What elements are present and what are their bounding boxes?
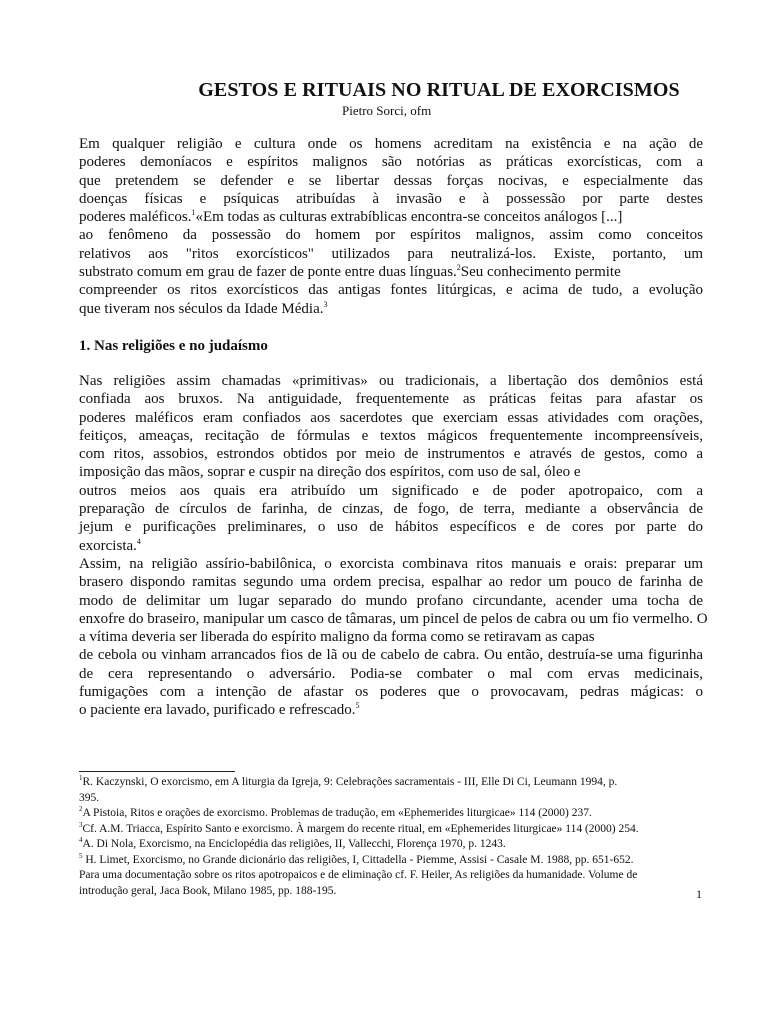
footnote-ref-2: 2: [456, 263, 461, 273]
page-number: 1: [696, 887, 702, 901]
footnote-ref-1: 1: [191, 208, 196, 218]
text-line: Nas religiões assim chamadas «primitivas» ou tradicionais, a libertação dos demônios está: [79, 373, 703, 389]
text-line: substrato comum em grau de fazer de ponte entre duas línguas.$^2$Seu conhecimento permite: [79, 263, 621, 281]
footnote-line: $^3$Cf. A.M. Triacca, Espírito Santo e exorcismo. À margem do recente ritual, em «Ephemerides liturgicae» 114 (2000) 254.: [79, 820, 639, 835]
text-line: relativos aos "ritos exorcísticos" utilizados para neutralizá-los. Existe, portanto, um: [79, 245, 703, 262]
footnote-line: introdução geral, Jaca Book, Milano 1985, pp. 188-195.: [79, 884, 337, 897]
text-line: de cera representando o adversário. Podia-se combater o mal com ervas medicinais,: [79, 665, 703, 682]
footnote-1: [79, 775, 703, 806]
text-line: outros meios aos quais era atribuído um significado e de poder apotropaico, com a: [79, 482, 703, 499]
footnote-line: $^5$ H. Limet, Exorcismo, no Grande dicionário das religiões, I, Cittadella - Piemme, Assisi - Casale M. 1988, pp. 651-652.: [79, 851, 634, 866]
footnote-mark: 1: [79, 774, 83, 783]
text-line: modo de delimitar um lugar separado do mundo profano circundante, acender uma tocha de: [79, 592, 703, 609]
text-line: ao fenômeno da possessão do homem por espíritos malignos, assim como conceitos: [79, 227, 703, 244]
text-line: que tiveram nos séculos da Idade Média.$^3$: [79, 299, 328, 317]
footnote-2: [79, 806, 703, 822]
footnotes: [79, 775, 703, 899]
text-line: exorcista.$^4$: [79, 536, 141, 554]
text-line: com ritos, assobios, estrondos obtidos por meio de instrumentos e através de gestos, como a: [79, 446, 703, 463]
text-line: compreender os ritos exorcísticos das antigas fontes litúrgicas, e acima de tudo, a evolução: [79, 282, 703, 299]
section-paragraph: [79, 372, 708, 720]
text-line: Assim, na religião assírio-babilônica, o exorcista combinava ritos manuais e orais: preparar um: [79, 555, 703, 572]
text-line: que pretendem se defender e se libertar dessas forças nocivas, e especialmente das: [79, 172, 703, 189]
text-line: enxofre do braseiro, manipular um casco de tâmaras, um pincel de pelos de cabra ou um fio vermelho. O: [79, 610, 708, 627]
footnote-mark: 5: [79, 851, 83, 860]
footnote-mark: 3: [79, 820, 83, 829]
footnote-line: 395.: [79, 791, 100, 804]
text-line: Em qualquer religião e cultura onde os homens acreditam na existência e na ação de: [79, 136, 703, 152]
footnote-line: $^1$R. Kaczynski, O exorcismo, em A liturgia da Igreja, 9: Celebrações sacramentais - III, Elle Di Ci, Leumann 1994, p.: [79, 774, 618, 788]
footnote-5: [79, 853, 703, 900]
footnote-mark: 2: [79, 805, 83, 814]
footnote-mark: 4: [79, 836, 83, 845]
footnote-4: [79, 837, 703, 853]
text-line: jejum e purificações preliminares, o uso de hábitos específicos e de cores por parte do: [79, 519, 703, 536]
footnote-line: $^2$A Pistoia, Ritos e orações de exorcismo. Problemas de tradução, em «Ephemerides liturgicae» 114 (2000) 237.: [79, 805, 592, 819]
text-line: confiada aos bruxos. Na antiguidade, frequentemente as práticas feitas para afastar os: [79, 391, 703, 408]
document-title: GESTOS E RITUAIS NO RITUAL DE EXORCISMOS: [198, 79, 680, 101]
footnote-ref-4: 4: [136, 536, 141, 546]
text-line: feitiços, ameaças, recitação de fórmulas e textos mágicos frequentemente incompreensíveis,: [79, 427, 703, 444]
footnote-separator: [79, 771, 235, 772]
text-line: a vítima deveria ser liberada do espírito maligno da forma como se retiravam as capas: [79, 629, 595, 646]
text-line: o paciente era lavado, purificado e refrescado.$^5$: [79, 701, 360, 719]
section-heading: 1. Nas religiões e no judaísmo: [79, 338, 268, 354]
text-line: doenças físicas e psíquicas atribuídas à invasão e à possessão por parte destes: [79, 190, 703, 207]
intro-paragraph: [79, 135, 703, 318]
footnote-ref-5: 5: [355, 701, 360, 711]
text-line: poderes maléficos eram confiados aos sacerdotes que exerciam essas atividades com orações,: [79, 409, 703, 426]
document-author: Pietro Sorci, ofm: [342, 103, 432, 118]
text-line: brasero dispondo ramitas segundo uma ordem precisa, espalhar ao redor um pouco de farinha de: [79, 574, 703, 591]
footnote-line: Para uma documentação sobre os ritos apotropaicos e de eliminação cf. F. Heiler, As religiões da humanidade. Volume de: [79, 869, 638, 881]
footnote-ref-3: 3: [323, 299, 328, 309]
text-line: fumigações com a intenção de afastar os poderes que o provocavam, pedras mágicas: o: [79, 684, 703, 701]
text-line: poderes maléficos.$^1$«Em todas as culturas extrabíblicas encontra-se conceitos análogos [...]: [79, 208, 623, 226]
text-line: poderes demoníacos e espíritos malignos são notórias as práticas exorcísticas, com a: [79, 154, 703, 171]
footnote-line: $^4$A. Di Nola, Exorcismo, na Enciclopédia das religiões, II, Vallecchi, Florença 1970, p. 1243.: [79, 836, 506, 850]
text-line: preparação de círculos de farinha, de cinzas, de fogo, de terra, mediante a observância de: [79, 501, 703, 518]
footnote-3: [79, 822, 703, 838]
text-line: de cebola ou vinham arrancados fios de lã ou de cabelo de cabra. Ou então, destruía-se uma figurinha: [79, 647, 703, 664]
text-line: imposição das mãos, soprar e cuspir na direção dos espíritos, com uso de sal, óleo e: [79, 464, 581, 481]
